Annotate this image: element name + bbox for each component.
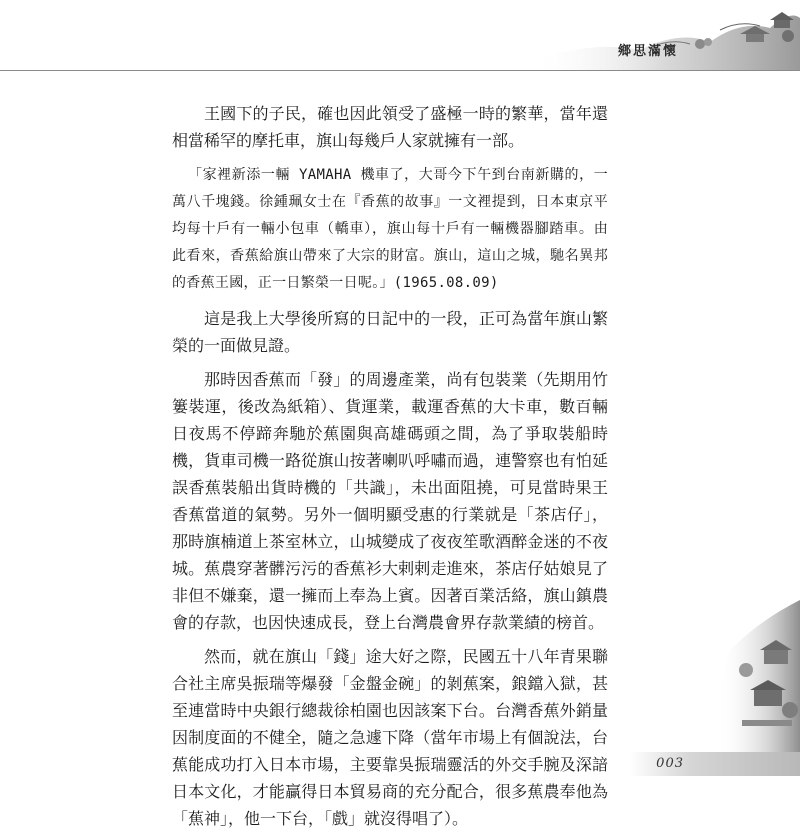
page-number: 003 — [656, 756, 684, 771]
paragraph-1: 王國下的子民，確也因此領受了盛極一時的繁華，當年還相當稀罕的摩托車，旗山每幾戶人家就擁有一部。 — [172, 104, 608, 150]
paragraph-4: 然而，就在旗山「錢」途大好之際，民國五十八年青果聯合社主席吳振瑞等爆發「金盤金碗」的剝蕉案，鋃鐺入獄，甚至連當時中央銀行總裁徐柏園也因該案下台。台灣香蕉外銷量因制度面的不健全，隨之急遽下降（當年市場上有個說法，台蕉能成功打入日本市場，主要靠吳振瑞靈活的外交手腕及深諳日本文化，才能贏得日本貿易商的充分配合，很多蕉農奉他為「蕉神」，他一下台，「戲」就沒得唱了）。 — [172, 647, 608, 828]
header-divider — [0, 70, 800, 71]
paragraph-3: 那時因香蕉而「發」的周邊產業，尚有包裝業（先期用竹簍裝運，後改為紙箱）、貨運業，載運香蕉的大卡車，數百輛日夜馬不停蹄奔馳於蕉園與高雄碼頭之間，為了爭取裝船時機，貨車司機一路從旗山按著喇叭呼嘯而過，連警察也有怕延誤香蕉裝船出貨時機的「共識」，未出面阻撓，可見當時果王香蕉當道的氣勢。另外一個明顯受惠的行業就是「茶店仔」，那時旗楠道上茶室林立，山城變成了夜夜笙歌酒醉金迷的不夜城。蕉農穿著髒污污的香蕉衫大剌剌走進來，茶店仔姑娘見了非但不嫌棄，還一擁而上奉為上賓。因著百業活絡，旗山鎮農會的存款，也因快速成長，登上台灣農會界存款業績的榜首。 — [172, 370, 608, 632]
paragraph-2: 這是我上大學後所寫的日記中的一段，正可為當年旗山繁榮的一面做見證。 — [172, 309, 608, 355]
running-header-title: 鄉思滿懷 — [617, 44, 678, 59]
ink-landscape-side-art — [650, 560, 800, 760]
body-text — [172, 100, 608, 832]
diary-quote: 「家裡新添一輛 YAMAHA 機車了，大哥今下午到台南新購的，一萬八千塊錢。徐鍾珮女士在『香蕉的故事』一文裡提到，日本東京平均每十戶有一輛小包車（轎車），旗山每十戶有一輛機器腳踏車。由此看來，香蕉給旗山帶來了大宗的財富。旗山，這山之城，馳名異邦的香蕉王國，正一日繁榮一日呢。」(1965.08.09) — [172, 167, 608, 291]
